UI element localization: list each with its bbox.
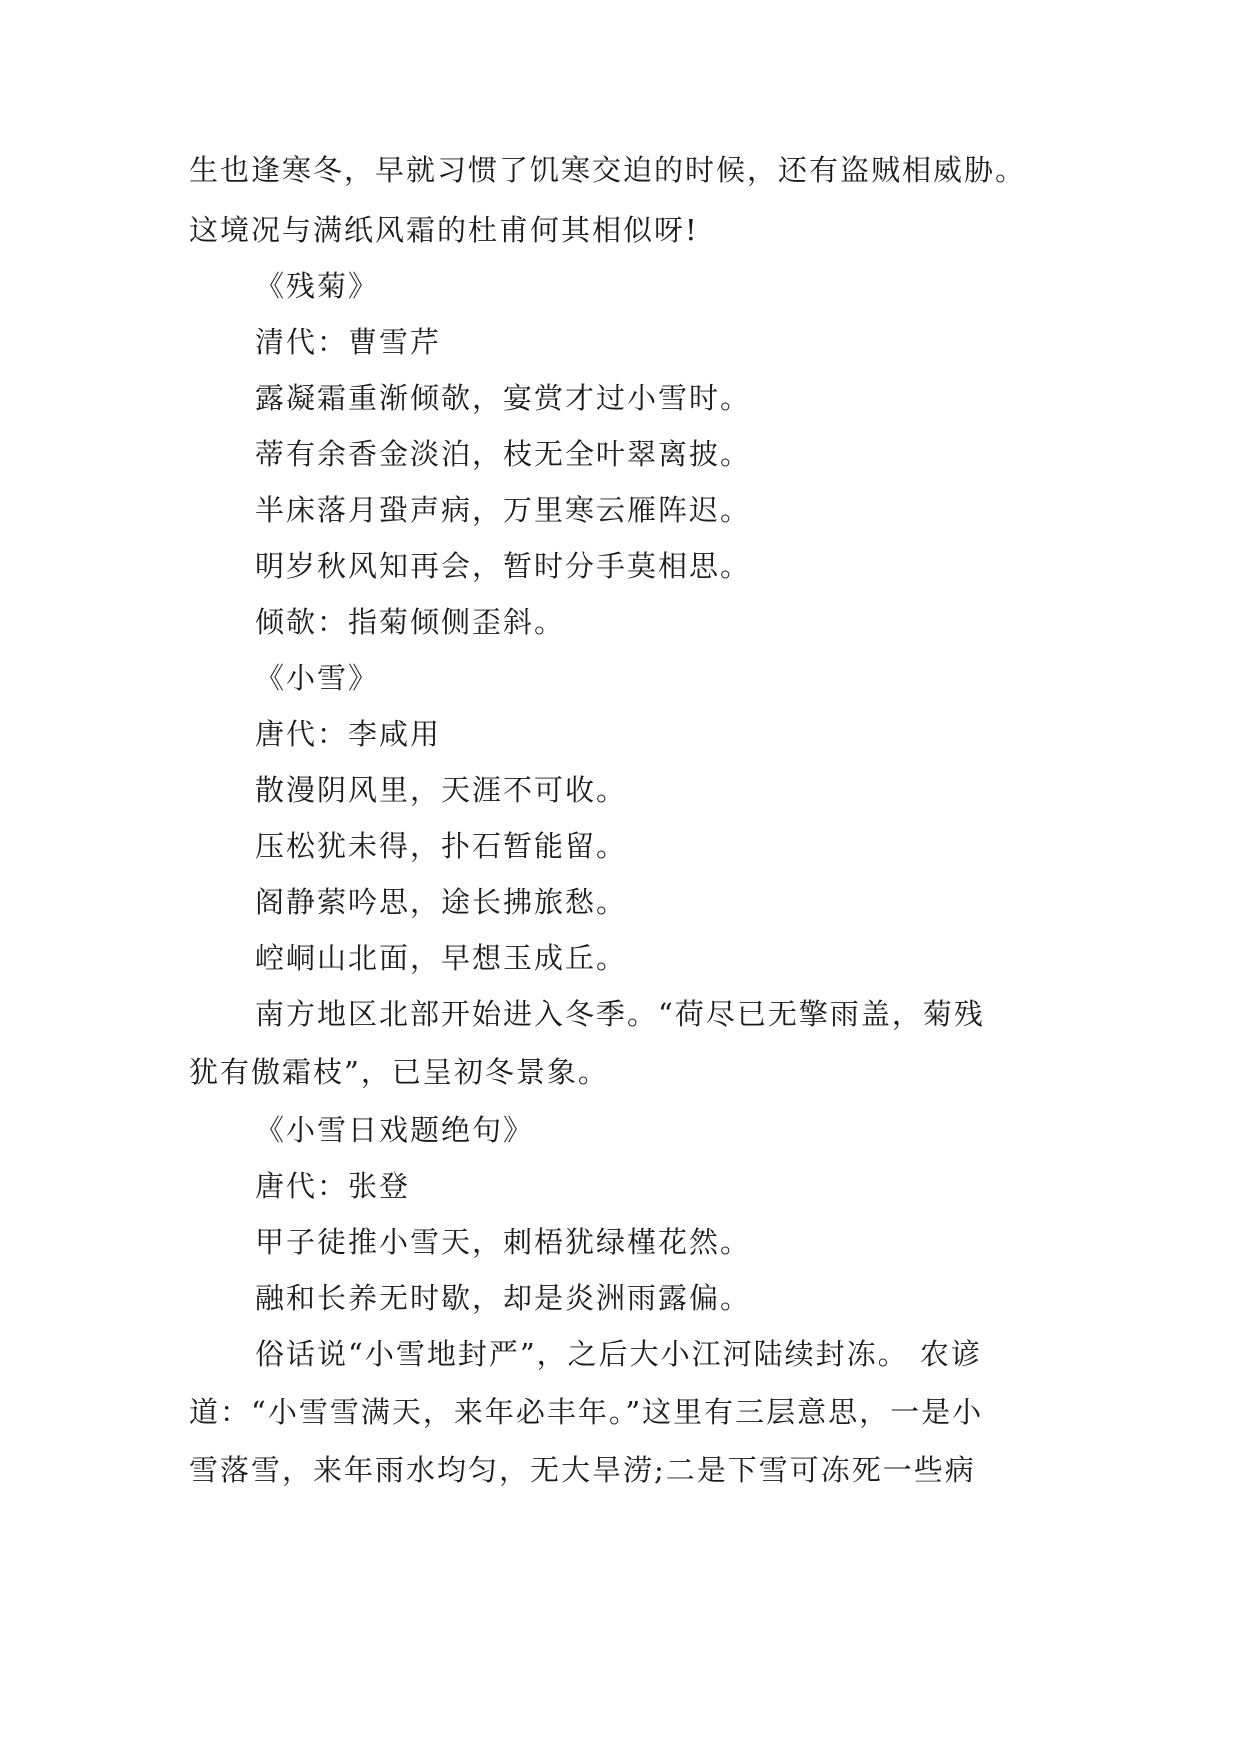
poem-author-can-ju: 清代：曹雪芹 <box>255 325 442 359</box>
poem-author-xiao-xue-ri: 唐代：张登 <box>255 1169 411 1203</box>
poem-line: 压松犹未得，扑石暂能留。 <box>255 829 628 863</box>
paragraph-line: 道：“小雪雪满天，来年必丰年。”这里有三层意思，一是小 <box>189 1395 984 1429</box>
paragraph-line: 俗话说“小雪地封严”，之后大小江河陆续封冻。 农谚 <box>255 1337 982 1371</box>
paragraph-line: 犹有傲霜枝”，已呈初冬景象。 <box>189 1055 609 1089</box>
poem-line: 甲子徒推小雪天，刺梧犹绿槿花然。 <box>255 1225 752 1259</box>
poem-line: 崆峒山北面，早想玉成丘。 <box>255 941 628 975</box>
poem-line: 露凝霜重渐倾欹，宴赏才过小雪时。 <box>255 381 752 415</box>
poem-title-can-ju: 《残菊》 <box>255 269 380 303</box>
paragraph-line: 南方地区北部开始进入冬季。“荷尽已无擎雨盖，菊残 <box>255 997 985 1031</box>
poem-line: 半床落月蛩声病，万里寒云雁阵迟。 <box>255 493 752 527</box>
text-line-2: 这境况与满纸风霜的杜甫何其相似呀! <box>189 213 699 247</box>
poem-title-xiao-xue: 《小雪》 <box>255 661 380 695</box>
text-line-1: 生也逢寒冬，早就习惯了饥寒交迫的时候，还有盗贼相威胁。 <box>189 153 1027 187</box>
poem-line: 阁静萦吟思，途长拂旅愁。 <box>255 885 628 919</box>
poem-line: 融和长养无时歇，却是炎洲雨露偏。 <box>255 1281 752 1315</box>
poem-author-xiao-xue: 唐代：李咸用 <box>255 717 442 751</box>
annotation-line: 倾欹：指菊倾侧歪斜。 <box>255 605 566 639</box>
paragraph-line: 雪落雪，来年雨水均匀，无大旱涝;二是下雪可冻死一些病 <box>189 1453 976 1487</box>
poem-line: 蒂有余香金淡泊，枝无全叶翠离披。 <box>255 437 752 471</box>
poem-title-xiao-xue-ri: 《小雪日戏题绝句》 <box>255 1113 535 1147</box>
poem-line: 明岁秋风知再会，暂时分手莫相思。 <box>255 549 752 583</box>
poem-line: 散漫阴风里，天涯不可收。 <box>255 773 628 807</box>
